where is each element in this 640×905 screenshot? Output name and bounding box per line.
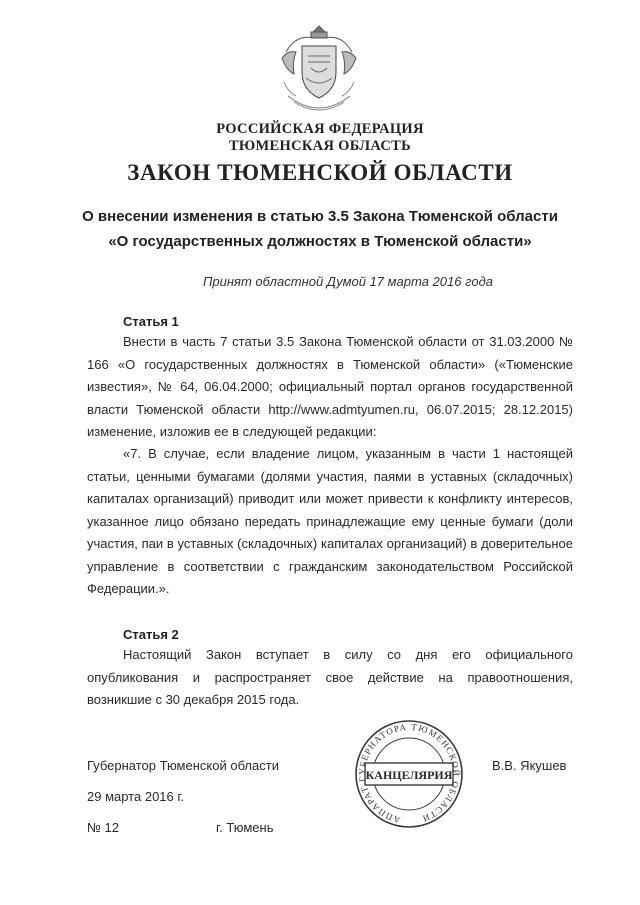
stamp-ring-text: АППАРАТ ГУБЕРНАТОРА ТЮМЕНСКОЙ ОБЛАСТИ — [356, 721, 462, 826]
article-2-paragraph: Настоящий Закон вступает в силу со дня его официального опубликования и распространяет свое действие на правоотношения, возникшие с 30 декабря 2015 года. — [87, 647, 573, 707]
official-stamp-icon — [345, 718, 473, 832]
article-1-paragraph-1: Внести в часть 7 статьи 3.5 Закона Тюменской области от 31.03.2000 № 166 «О государственных должностях в Тюменской области» («Тюменские известия», № 64, 06.04.2000; официальный портал органов государственной власти Тюменской области http://www.admtyumen.ru, 06.07.2015; 28.12.2015) изменение, изложив ее в следующей редакции: — [87, 334, 573, 439]
governor-title: Губернатор Тюменской области — [87, 758, 279, 773]
adoption-note: Принят областной Думой 17 марта 2016 года — [203, 274, 493, 289]
law-title-line-2: «О государственных должностях в Тюменской области» — [108, 233, 532, 250]
signing-date: 29 марта 2016 г. — [87, 789, 185, 804]
law-number: № 12 — [87, 820, 120, 835]
article-1-heading: Статья 1 — [123, 314, 179, 329]
coat-of-arms-icon — [278, 22, 360, 120]
article-1-paragraph-2: «7. В случае, если владение лицом, указанным в части 1 настоящей статьи, ценными бумагами (долями участия, паями в уставных (складочных) капиталах организаций) приводит или может привести к конфликту интересов, указанное лицо обязано передать принадлежащие ему ценные бумаги (доли участия, паи в уставных (складочных) капиталах организаций) в доверительное управление в соответствии с гражданским законодательством Российской Федерации.». — [87, 446, 573, 596]
stamp-center-text: КАНЦЕЛЯРИЯ — [365, 768, 453, 782]
country-heading: РОССИЙСКАЯ ФЕДЕРАЦИЯ — [216, 121, 424, 137]
signing-city: г. Тюмень — [216, 820, 274, 835]
document-type-heading: ЗАКОН ТЮМЕНСКОЙ ОБЛАСТИ — [127, 160, 513, 185]
article-2-heading: Статья 2 — [123, 627, 179, 642]
signer-name: В.В. Якушев — [492, 758, 567, 773]
law-title-line-1: О внесении изменения в статью 3.5 Закона Тюменской области — [82, 208, 558, 225]
region-heading: ТЮМЕНСКАЯ ОБЛАСТЬ — [228, 138, 412, 154]
